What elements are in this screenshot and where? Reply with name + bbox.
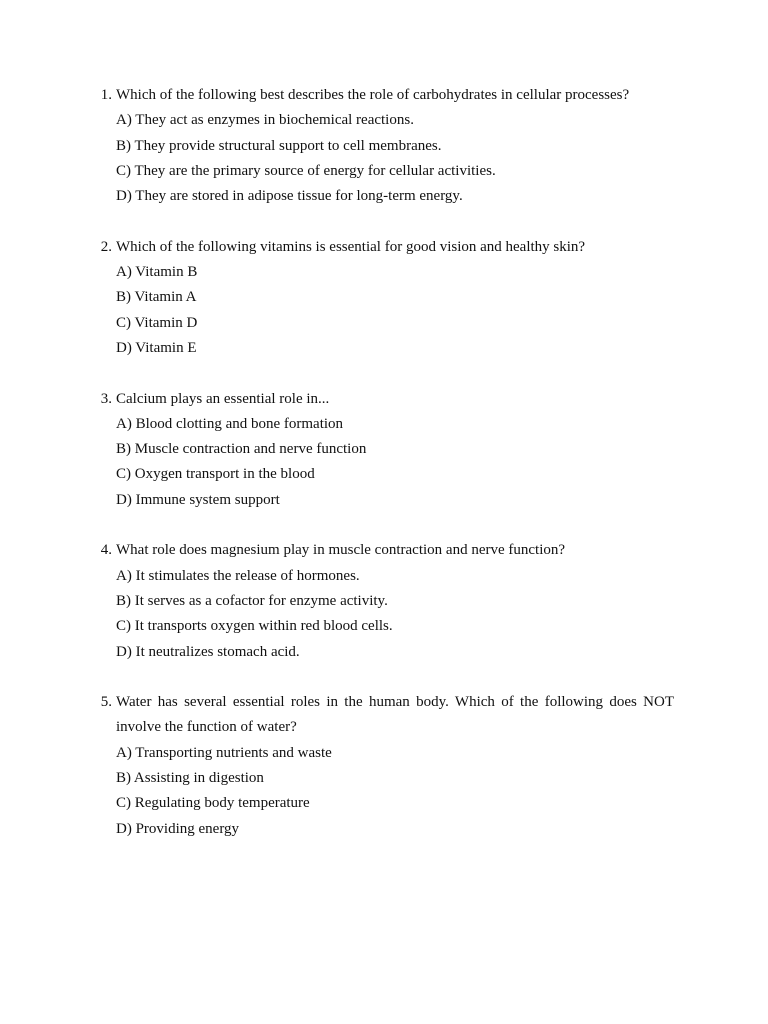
question-text: What role does magnesium play in muscle contraction and nerve function?	[116, 542, 566, 559]
question-number: 2.	[100, 238, 112, 255]
question-number: 4.	[100, 542, 112, 559]
question-text: Water has several essential roles in the human body. Which of the following does NOT involve the function of water?	[116, 694, 674, 736]
option-c: C) Regulating body temperature	[116, 795, 310, 812]
question-3	[100, 387, 674, 513]
option-a: A) Vitamin B	[116, 264, 198, 281]
option-d: D) Immune system support	[116, 491, 280, 508]
question-text: Which of the following vitamins is essential for good vision and healthy skin?	[116, 238, 586, 255]
question-2	[100, 235, 674, 361]
option-c: C) Oxygen transport in the blood	[116, 466, 315, 483]
question-1	[100, 83, 674, 209]
option-c: C) It transports oxygen within red blood cells.	[116, 618, 393, 635]
question-number: 1.	[100, 87, 112, 103]
option-b: B) Muscle contraction and nerve function	[116, 441, 367, 458]
option-b: B) They provide structural support to cell membranes.	[116, 137, 442, 154]
option-d: D) It neutralizes stomach acid.	[116, 643, 300, 660]
option-d: D) They are stored in adipose tissue for long-term energy.	[116, 188, 463, 205]
question-number: 5.	[100, 694, 112, 711]
option-b: B) It serves as a cofactor for enzyme activity.	[116, 592, 388, 609]
question-number: 3.	[100, 390, 112, 407]
option-a: A) They act as enzymes in biochemical reactions.	[116, 112, 414, 129]
question-4	[100, 538, 674, 664]
option-a: A) Transporting nutrients and waste	[116, 744, 332, 761]
option-d: D) Providing energy	[116, 820, 240, 837]
question-text: Calcium plays an essential role in...	[116, 390, 330, 407]
quiz-page	[0, 83, 768, 867]
question-5	[100, 690, 674, 842]
option-c: C) They are the primary source of energy for cellular activities.	[116, 162, 496, 179]
option-a: A) Blood clotting and bone formation	[116, 415, 344, 432]
option-a: A) It stimulates the release of hormones.	[116, 567, 360, 584]
option-b: B) Assisting in digestion	[116, 770, 264, 787]
option-c: C) Vitamin D	[116, 314, 198, 331]
option-d: D) Vitamin E	[116, 339, 197, 356]
question-text: Which of the following best describes the role of carbohydrates in cellular processes?	[116, 87, 630, 103]
option-b: B) Vitamin A	[116, 289, 197, 306]
